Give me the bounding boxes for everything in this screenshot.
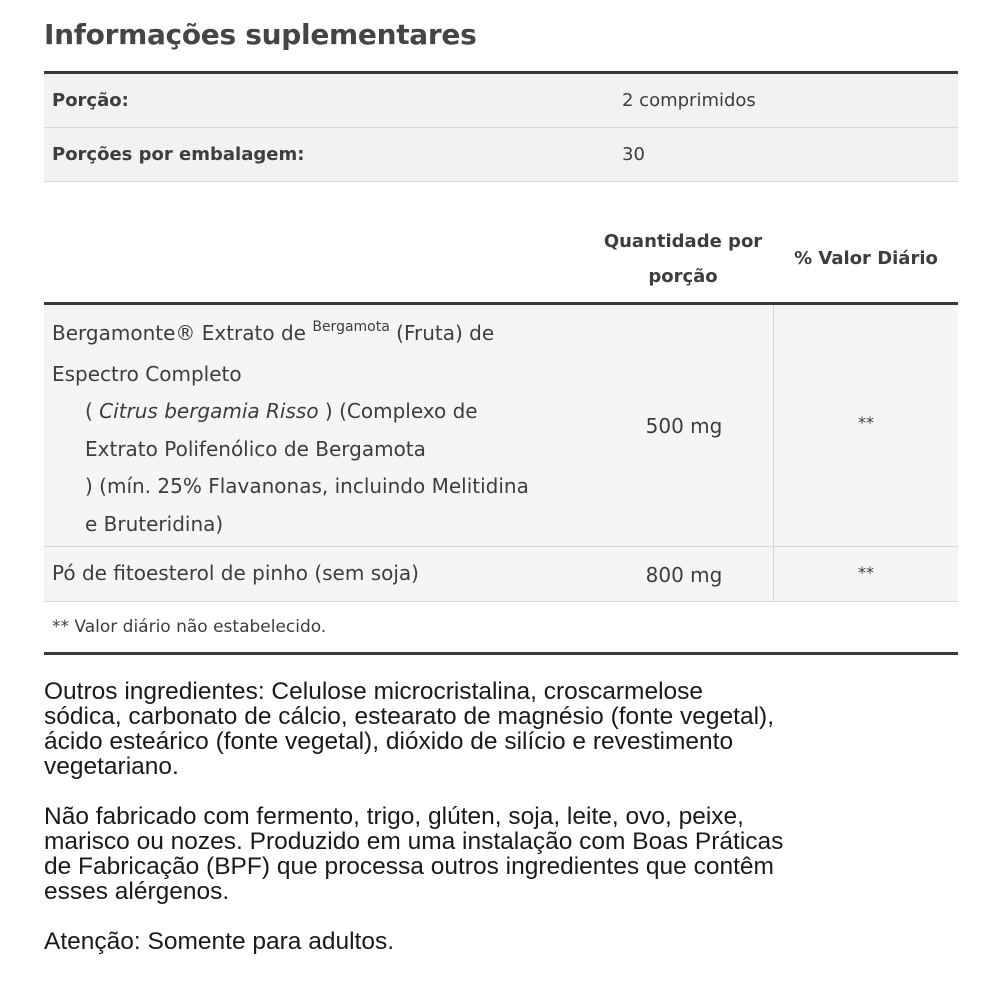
paragraph-line: Não fabricado com fermento, trigo, glúten, soja, leite, ovo, peixe, <box>44 803 744 830</box>
ingredient-text: ) (mín. 25% Flavanonas, incluindo Melitidina <box>85 474 529 498</box>
paragraph-line: sódica, carbonato de cálcio, estearato de magnésio (fonte vegetal), <box>44 703 774 730</box>
table-bottom-divider <box>44 652 958 655</box>
ingredient-text: (Fruta) de <box>389 321 495 345</box>
ingredient-text: e Bruteridina) <box>85 511 224 536</box>
daily-value-footnote: ** Valor diário não estabelecido. <box>52 617 327 637</box>
ingredient-amount: 500 mg <box>645 414 723 438</box>
paragraph-line: marisco ou nozes. Produzido em uma instalação com Boas Práticas <box>44 828 784 855</box>
ingredient-daily-value: ** <box>858 563 874 582</box>
page-title: Informações suplementares <box>44 18 477 51</box>
serving-size-label: Porção: <box>52 90 129 111</box>
ingredient-name <box>52 315 592 543</box>
servings-per-container-label: Porções por embalagem: <box>52 144 305 165</box>
paragraph-line: esses alérgenos. <box>44 878 230 905</box>
ingredient-text: Bergamonte® Extrato de <box>52 321 313 345</box>
ingredient-text: ) (Complexo de <box>318 399 478 423</box>
servings-per-container-value: 30 <box>622 144 645 165</box>
amount-header-line1: Quantidade por <box>603 231 763 252</box>
amount-per-serving-header <box>598 224 768 294</box>
ingredient-text: ( <box>85 399 100 423</box>
ingredient-text: Extrato Polifenólico de Bergamota <box>85 436 426 461</box>
ingredient-text: Espectro Completo <box>52 361 242 386</box>
allergen-statement <box>44 804 958 904</box>
ingredient-latin-name: Citrus bergamia Risso <box>99 399 319 423</box>
table-row <box>44 305 958 547</box>
paragraph-line: de Fabricação (BPF) que processa outros ingredientes que contêm <box>44 853 774 880</box>
amount-header-line2: porção <box>648 266 718 287</box>
ingredient-superscript: Bergamota <box>312 319 390 335</box>
ingredient-name: Pó de fitoesterol de pinho (sem soja) <box>52 561 419 585</box>
paragraph-line: ácido esteárico (fonte vegetal), dióxido de silício e revestimento <box>44 728 734 755</box>
servings-per-container-row <box>44 128 958 182</box>
other-ingredients <box>44 679 958 779</box>
serving-size-row <box>44 74 958 128</box>
ingredient-daily-value: ** <box>858 413 874 432</box>
ingredient-indent <box>52 393 592 431</box>
serving-size-value: 2 comprimidos <box>622 90 756 111</box>
table-row <box>44 547 958 602</box>
paragraph-line: Outros ingredientes: Celulose microcristalina, croscarmelose <box>44 678 704 705</box>
ingredient-amount: 800 mg <box>645 563 723 587</box>
daily-value-header: % Valor Diário <box>794 248 938 269</box>
warning-statement: Atenção: Somente para adultos. <box>44 928 395 955</box>
paragraph-line: vegetariano. <box>44 753 179 780</box>
